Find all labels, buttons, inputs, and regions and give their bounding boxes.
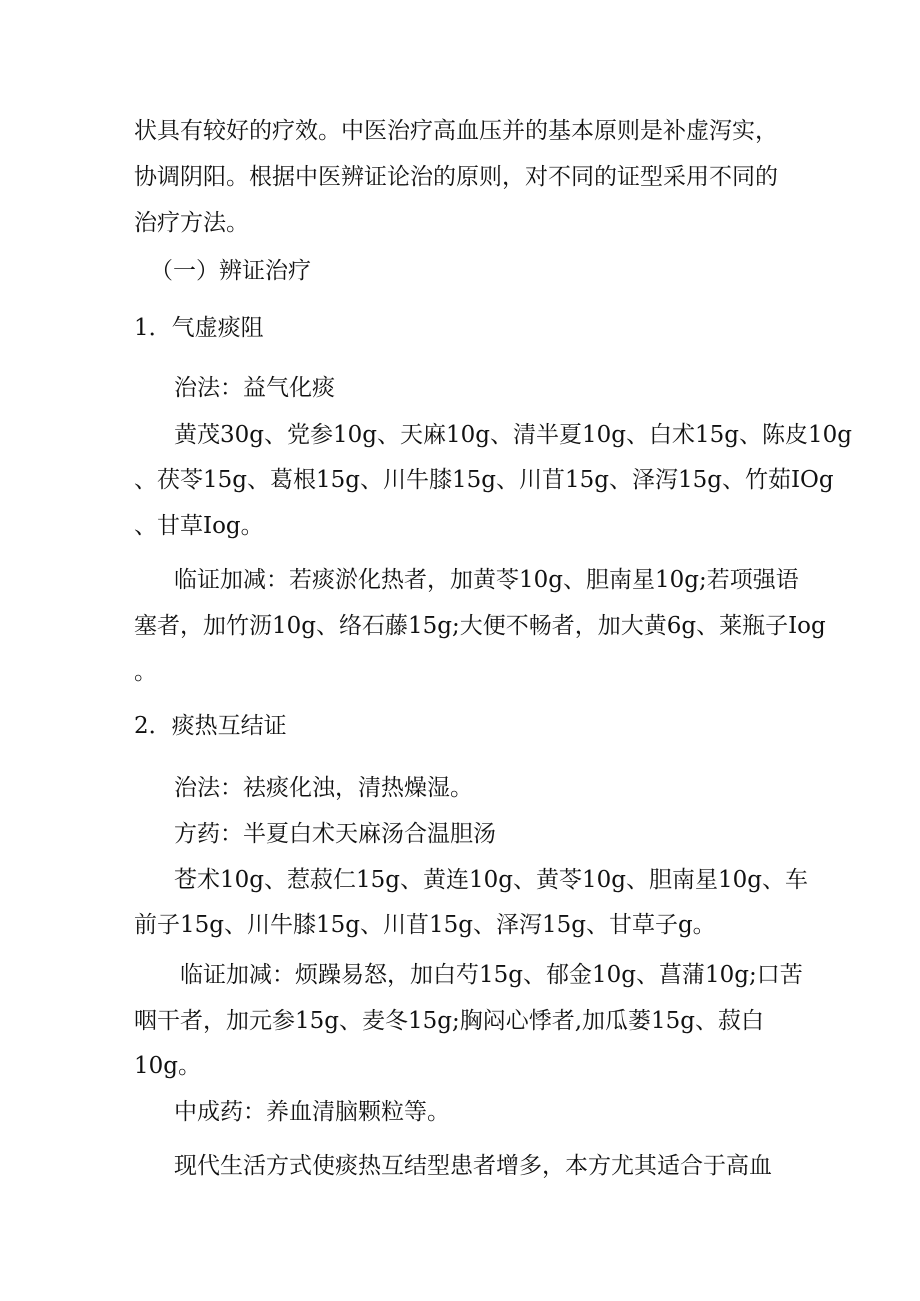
modification-line: 。 [134,659,157,685]
modification-line: 塞者，加竹沥10g、络石藤15g;大便不畅者，加大黄6g、莱瓶子Iog [134,613,826,639]
body-paragraph-line: 协调阴阳。根据中医辨证论治的原则，对不同的证型采用不同的 [134,164,778,190]
treatment-method: 治法：祛痰化浊，清热燥湿。 [174,775,473,801]
prescription-line: 前子15g、川牛膝15g、川苜15g、泽泻15g、甘草子g。 [134,912,716,938]
prescription-line: 黄茂30g、党参10g、天麻10g、清半夏10g、白术15g、陈皮10g [174,422,852,448]
subsection-heading: 1．气虚痰阻 [134,315,264,341]
treatment-method: 治法：益气化痰 [174,375,335,401]
prescription-line: 、甘草Iog。 [134,513,264,539]
section-heading: （一）辨证治疗 [150,258,311,284]
modification-line: 临证加减：若痰淤化热者，加黄苓10g、胆南星10g;若项强语 [174,567,799,593]
body-paragraph-line: 状具有较好的疗效。中医治疗高血压并的基本原则是补虚泻实， [134,118,778,144]
body-paragraph-line: 现代生活方式使痰热互结型患者增多，本方尤其适合于高血 [174,1153,772,1179]
patent-medicine-line: 中成药：养血清脑颗粒等。 [174,1099,450,1125]
formula-line: 方药：半夏白术天麻汤合温胆汤 [174,821,496,847]
subsection-heading: 2．痰热互结证 [134,713,287,739]
prescription-line: 苍术10g、惹菽仁15g、黄连10g、黄苓10g、胆南星10g、车 [174,867,808,893]
modification-line: 10g。 [134,1053,201,1079]
prescription-line: 、茯苓15g、葛根15g、川牛膝15g、川苜15g、泽泻15g、竹茹IOg [134,467,834,493]
body-paragraph-line: 治疗方法。 [134,210,249,236]
modification-line: 咽干者，加元参15g、麦冬15g;胸闷心悸者,加瓜蒌15g、菽白 [134,1008,765,1034]
modification-line: 临证加减：烦躁易怒，加白芍15g、郁金10g、菖蒲10g;口苦 [180,962,803,988]
